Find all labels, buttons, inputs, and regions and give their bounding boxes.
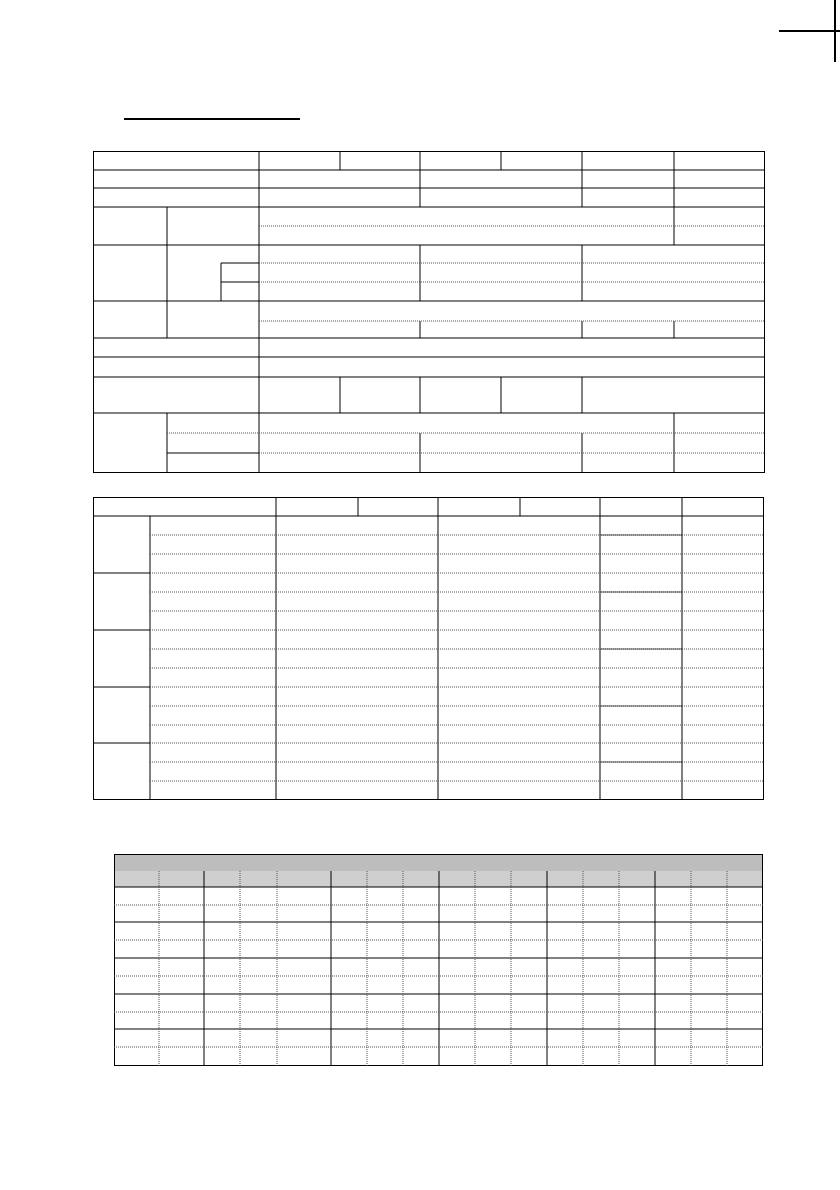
schedule-grid-lines	[114, 854, 763, 1066]
schedule-grid	[114, 854, 763, 1066]
header-band-1	[114, 854, 763, 871]
crop-mark-vertical	[834, 0, 836, 62]
form-table-2	[93, 497, 764, 800]
form-table-1	[93, 151, 765, 473]
form-table-2-grid	[93, 497, 764, 800]
title-underline	[124, 118, 300, 120]
crop-mark-horizontal	[779, 30, 840, 32]
form-table-1-grid	[93, 151, 765, 473]
page-title	[124, 98, 300, 116]
